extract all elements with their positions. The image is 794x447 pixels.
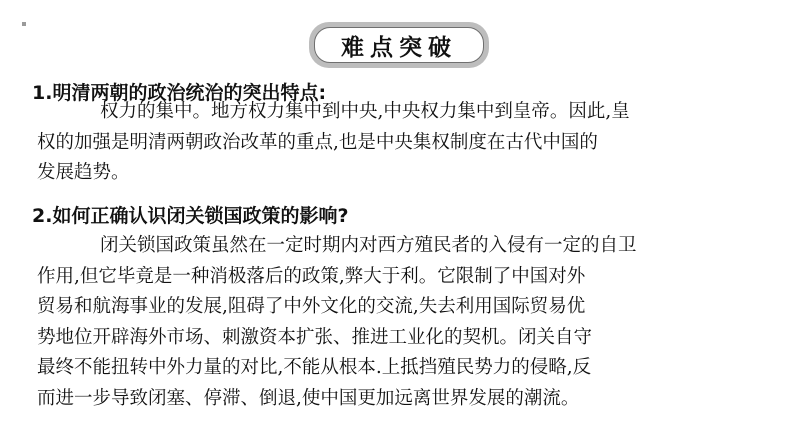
answer-1-line: 权力的集中。地方权力集中到中央,中央权力集中到皇帝。因此,皇 <box>100 101 630 122</box>
answer-2-line: 势地位开辟海外市场、刺激资本扩张、推进工业化的契机。闭关自守 <box>37 326 593 348</box>
section-title-badge <box>309 22 489 68</box>
corner-marker <box>22 22 26 26</box>
question-1-heading: 1.明清两朝的政治统治的突出特点: <box>32 82 327 104</box>
answer-2-line: 而进一步导致闭塞、停滞、倒退,使中国更加远离世界发展的潮流。 <box>37 387 580 409</box>
answer-1-line: 权的加强是明清两朝政治改革的重点,也是中央集权制度在古代中国的 <box>37 131 598 153</box>
answer-2-line: 贸易和航海事业的发展,阻碍了中外文化的交流,失去利用国际贸易优 <box>37 296 586 317</box>
answer-2-line: 作用,但它毕竟是一种消极落后的政策,弊大于利。它限制了中国对外 <box>37 265 586 287</box>
answer-2-paragraph <box>37 231 637 414</box>
answer-1-paragraph <box>37 97 630 189</box>
question-2-heading: 2.如何正确认识闭关锁国政策的影响? <box>32 205 349 227</box>
section-title-label: 难点突破 <box>314 27 484 63</box>
answer-2-line: 最终不能扭转中外力量的对比,不能从根本.上抵挡殖民势力的侵略,反 <box>37 357 592 378</box>
answer-1-line: 发展趋势。 <box>37 162 130 183</box>
answer-2-line: 闭关锁国政策虽然在一定时期内对西方殖民者的入侵有一定的自卫 <box>100 235 637 256</box>
